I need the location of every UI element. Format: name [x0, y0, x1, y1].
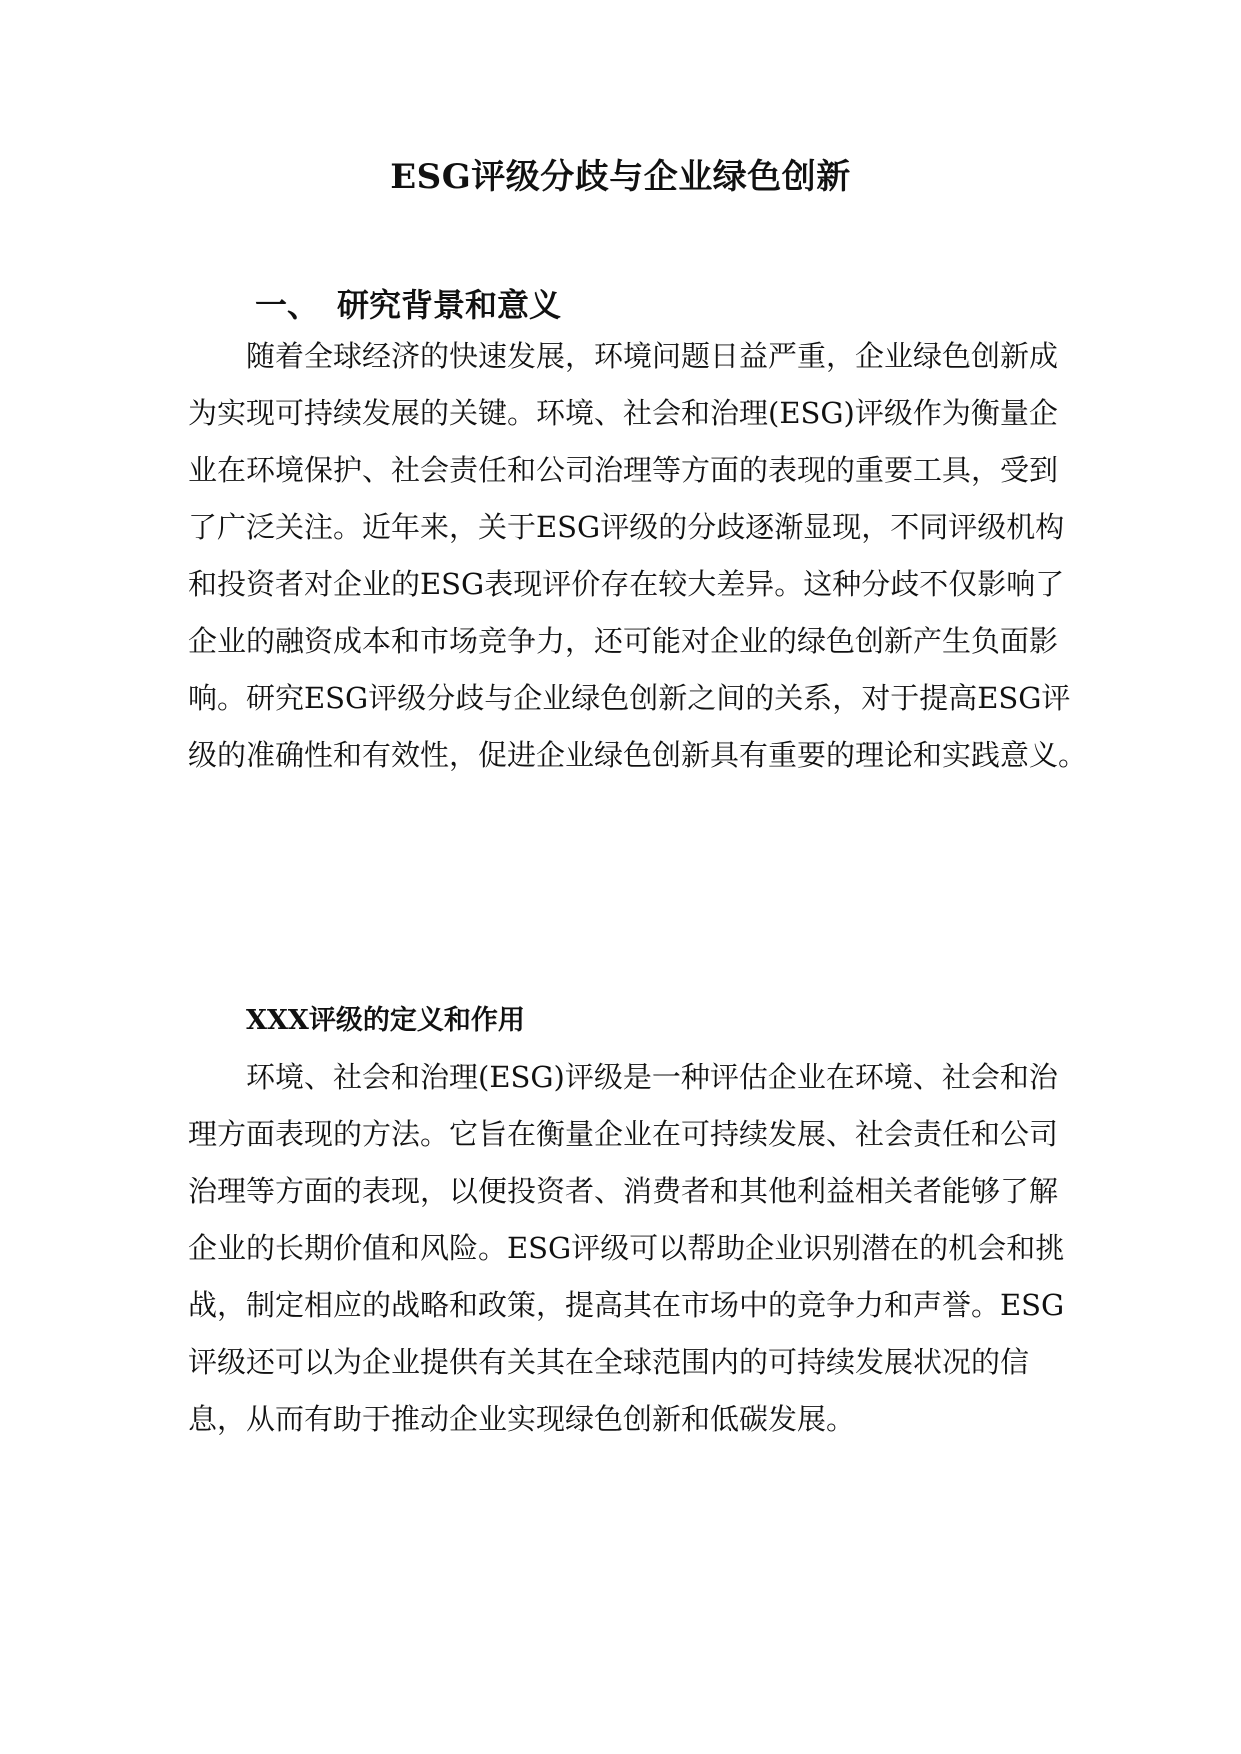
- paragraph-line: 战，制定相应的战略和政策，提高其在市场中的竞争力和声誉。ESG: [188, 1288, 1065, 1322]
- paragraph-line: 息，从而有助于推动企业实现绿色创新和低碳发展。: [188, 1402, 856, 1436]
- document-title: ESG评级分歧与企业绿色创新: [390, 157, 851, 197]
- paragraph-line: 业在环境保护、社会责任和公司治理等方面的表现的重要工具，受到: [188, 453, 1059, 487]
- paragraph-line: 企业的融资成本和市场竞争力，还可能对企业的绿色创新产生负面影: [188, 624, 1059, 658]
- paragraph-line: 理方面表现的方法。它旨在衡量企业在可持续发展、社会责任和公司: [188, 1117, 1059, 1151]
- paragraph-line: 为实现可持续发展的关键。环境、社会和治理(ESG)评级作为衡量企: [188, 396, 1058, 430]
- paragraph-line: 随着全球经济的快速发展，环境问题日益严重，企业绿色创新成: [246, 339, 1059, 373]
- subsection-heading: XXX评级的定义和作用: [246, 1005, 525, 1036]
- paragraph-line: 响。研究ESG评级分歧与企业绿色创新之间的关系，对于提高ESG评: [188, 681, 1071, 715]
- paragraph-line: 级的准确性和有效性，促进企业绿色创新具有重要的理论和实践意义。: [188, 738, 1088, 772]
- paragraph-line: 企业的长期价值和风险。ESG评级可以帮助企业识别潜在的机会和挑: [188, 1231, 1065, 1265]
- paragraph-line: 评级还可以为企业提供有关其在全球范围内的可持续发展状况的信: [188, 1345, 1030, 1379]
- section-heading-text: 研究背景和意义: [337, 286, 562, 324]
- paragraph-line: 和投资者对企业的ESG表现评价存在较大差异。这种分歧不仅影响了: [188, 567, 1065, 601]
- section-number: 一、: [255, 286, 320, 324]
- paragraph-line: 治理等方面的表现，以便投资者、消费者和其他利益相关者能够了解: [188, 1174, 1059, 1208]
- paragraph-line: 环境、社会和治理(ESG)评级是一种评估企业在环境、社会和治: [246, 1060, 1058, 1094]
- paragraph-line: 了广泛关注。近年来，关于ESG评级的分歧逐渐显现，不同评级机构: [188, 510, 1065, 544]
- section-heading: [255, 280, 561, 330]
